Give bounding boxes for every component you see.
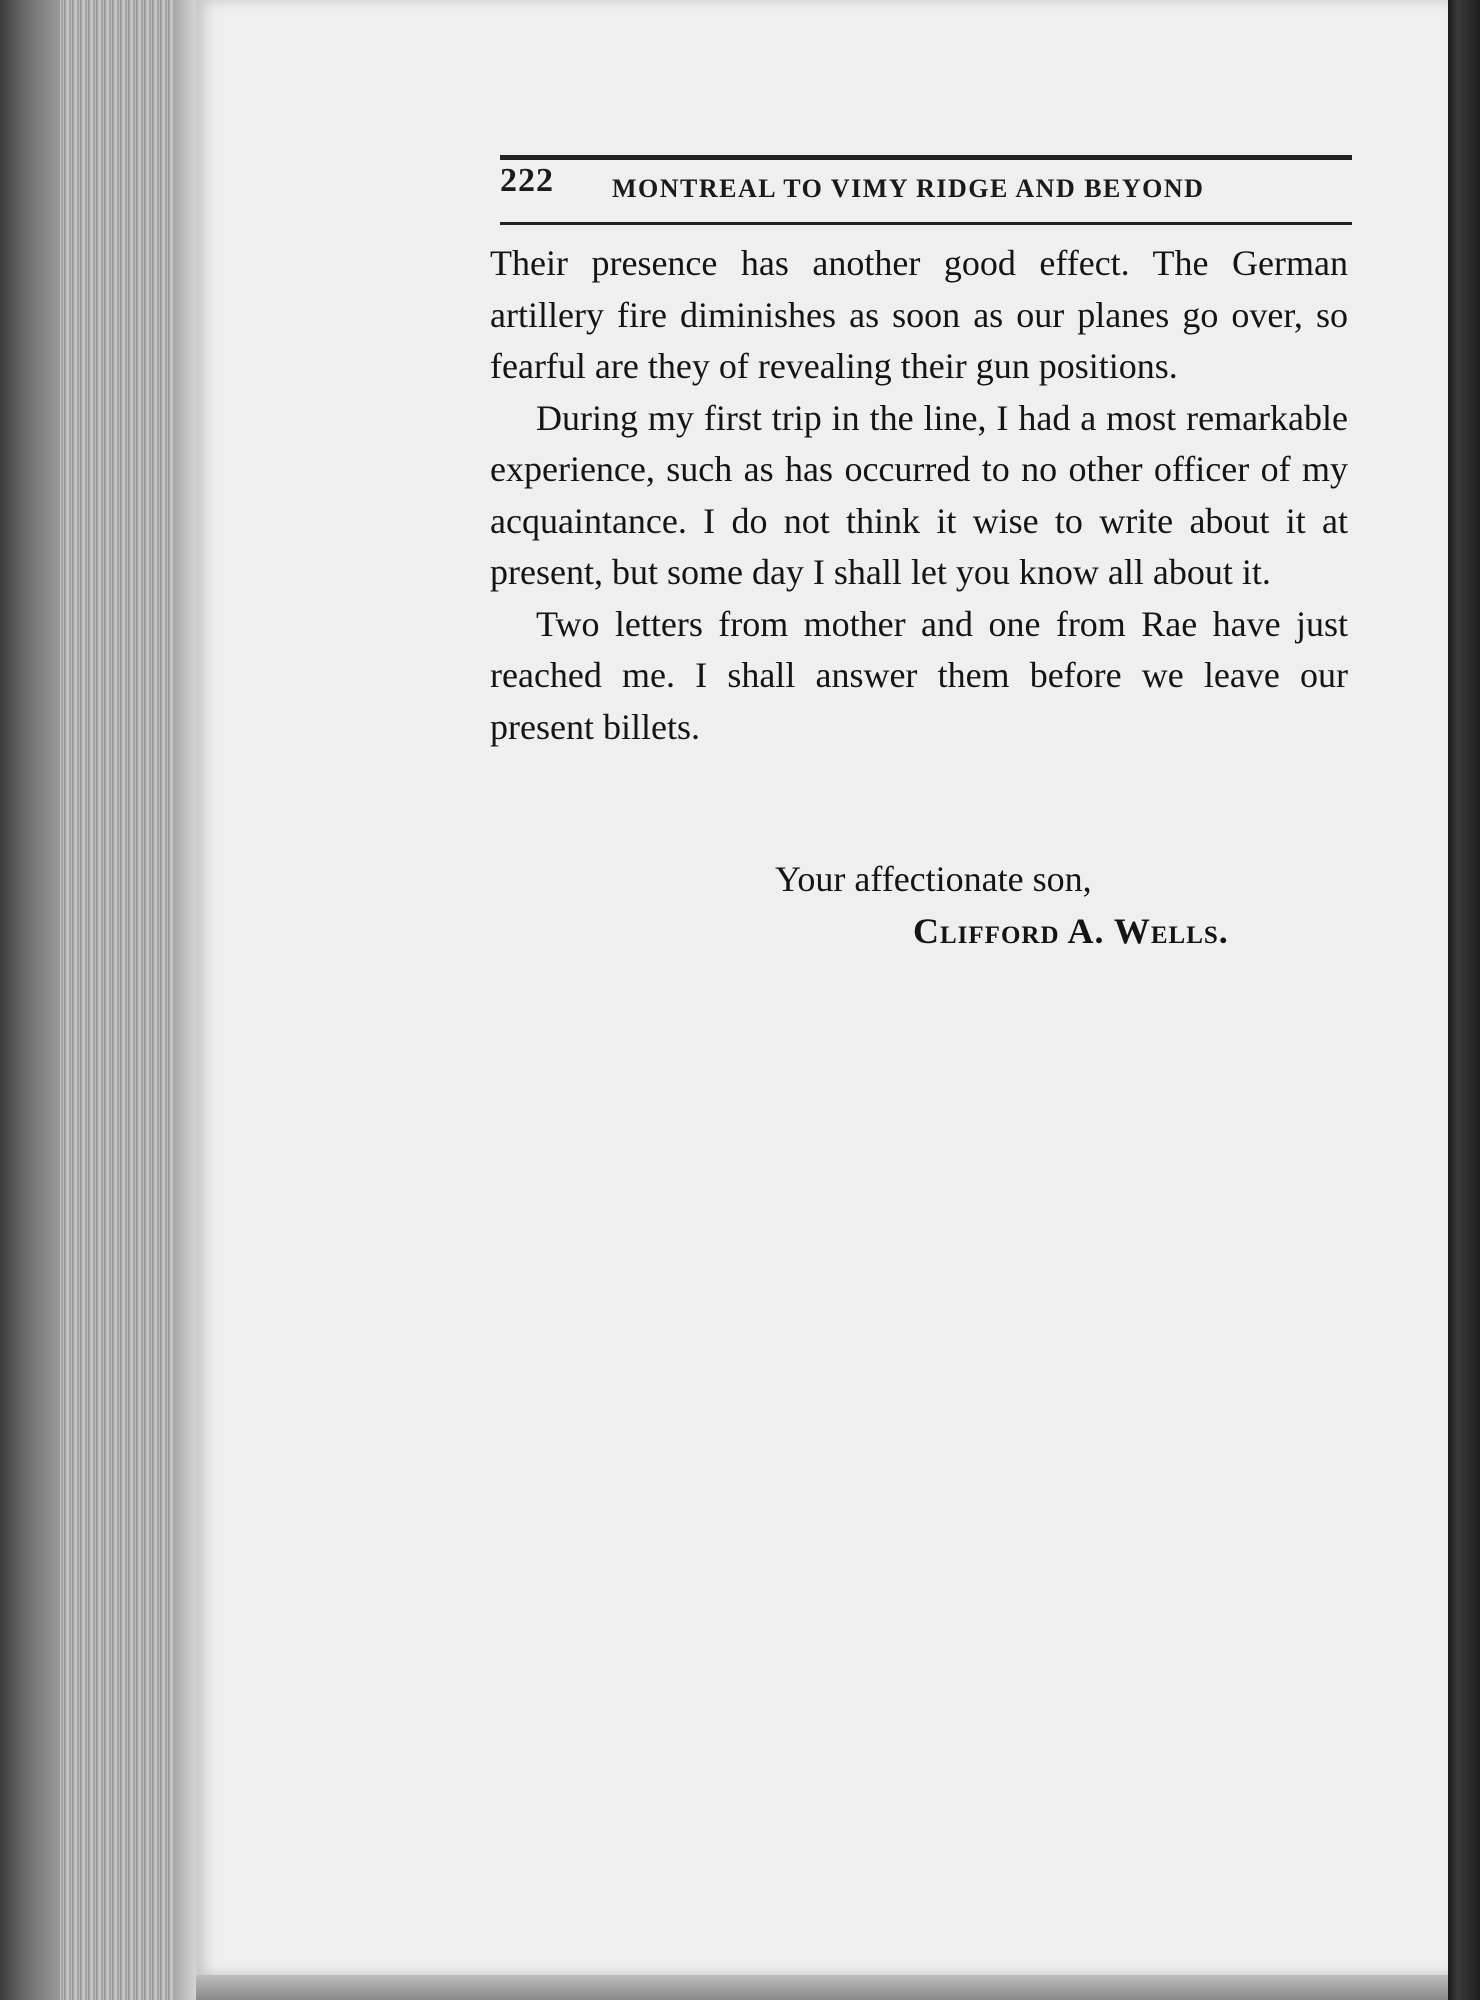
book-cover-edge <box>1448 0 1480 2000</box>
running-head-title: MONTREAL TO VIMY RIDGE AND BEYOND <box>612 174 1205 203</box>
paragraph: Their presence has another good effect. The German artillery fire diminishes as soon as our planes go over, so fearful are they of revealing their gun positions. <box>490 243 1348 386</box>
letter-signature: Clifford A. Wells. <box>913 911 1229 951</box>
body-text <box>490 238 1348 753</box>
header-bottom-rule <box>500 222 1352 225</box>
letter-closing: Your affectionate son, <box>775 859 1092 899</box>
page-number: 222 <box>500 162 554 199</box>
paragraph: During my first trip in the line, I had a most remarkable experience, such as has occurred to no other officer of my acquaintance. I do not think it wise to write about it at present, but some day I shall let you know all about it. <box>490 397 1348 592</box>
page-edges <box>0 0 200 2000</box>
page-bottom-edge <box>196 1975 1448 2000</box>
header-top-rule <box>500 155 1352 160</box>
paragraph: Two letters from mother and one from Rae have just reached me. I shall answer them before we leave our present billets. <box>490 603 1348 747</box>
running-header <box>500 162 1352 218</box>
